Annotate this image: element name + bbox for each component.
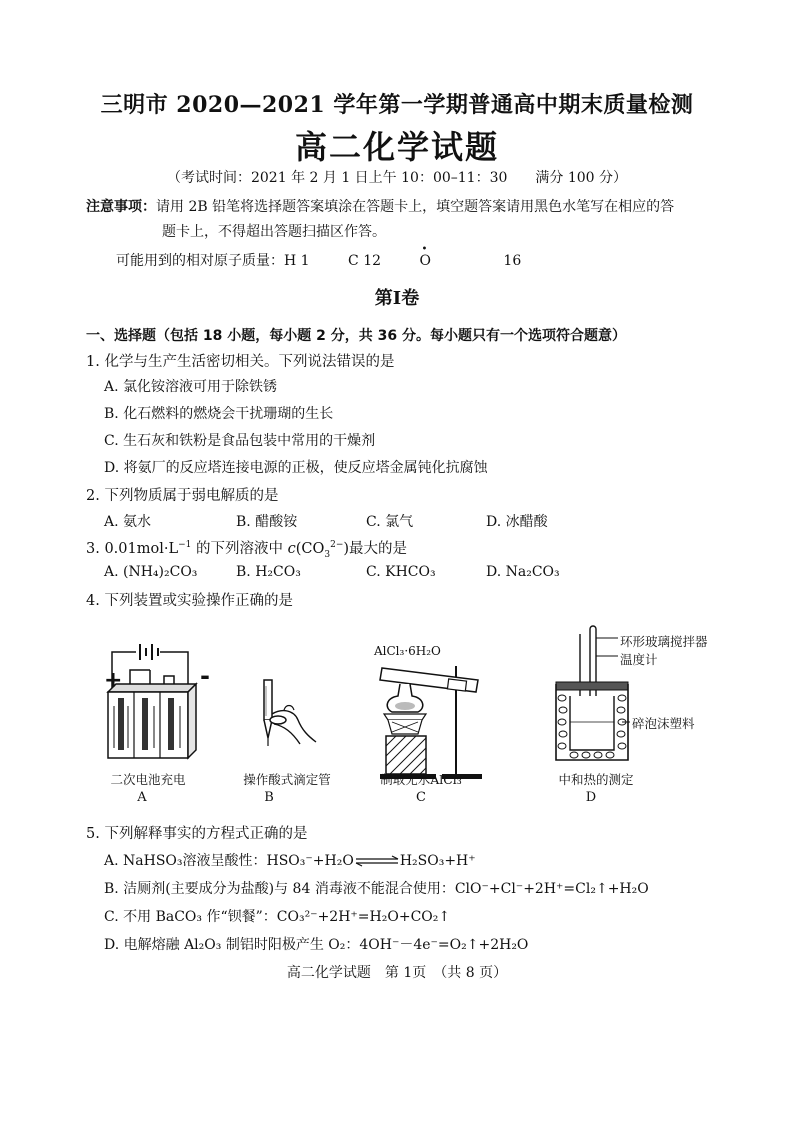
q3-option-b: B. H₂CO₃ — [236, 564, 301, 580]
q5-stem: 5. 下列解释事实的方程式正确的是 — [86, 826, 308, 842]
q1-option-d: D. 将氨厂的反应塔连接电源的正极，使反应塔金属钝化抗腐蚀 — [104, 460, 488, 476]
page-footer: 高二化学试题 第 1页 （共 8 页） — [286, 965, 508, 981]
caption-d: 中和热的测定 — [558, 772, 634, 787]
letter-c: C — [416, 790, 426, 805]
q1-option-c: C. 生石灰和铁粉是食品包装中常用的干燥剂 — [104, 433, 376, 449]
minus-sign: - — [200, 662, 210, 690]
battery-charging-figure — [100, 636, 210, 766]
notice-label: 注意事项： — [86, 199, 156, 215]
q3-stem: 3. $0.01mol\cdot L^{-1}$ 的下列溶液中 $c(CO_3^{2-})$最大的是 — [86, 540, 408, 560]
q3-option-d: D. Na₂CO₃ — [486, 564, 560, 580]
q2-option-c: C. 氯气 — [366, 514, 414, 530]
q2-option-a: A. 氨水 — [104, 514, 152, 530]
alcl3-label: AlCl₃·6H₂O — [374, 644, 441, 658]
subject-title: 高二化学试题 — [294, 128, 499, 166]
dot-mark: • — [421, 244, 428, 255]
q2-option-d: D. 冰醋酸 — [486, 514, 548, 530]
volume-title: 第Ⅰ卷 — [374, 288, 420, 309]
q5-option-c: C. 不用 BaCO₃ 作“钡餐”：CO₃²⁻+2H⁺=H₂O+CO₂↑ — [104, 909, 451, 925]
q2-stem: 2. 下列物质属于弱电解质的是 — [86, 488, 279, 504]
caption-c: 制取无水AlCl₃ — [380, 772, 462, 787]
q5-option-a: A. NaHSO₃溶液呈酸性：HSO₃⁻+H₂O H₂SO₃+H⁺ — [104, 853, 476, 869]
reversible-arrow-icon — [354, 855, 400, 867]
notice-text-1: 请用 2B 铅笔将选择题答案填涂在答题卡上，填空题答案请用黑色水笔写在相应的答 — [156, 199, 675, 215]
q1-option-b: B. 化石燃料的燃烧会干扰珊瑚的生长 — [104, 406, 334, 422]
letter-a: A — [137, 790, 147, 805]
q4-stem: 4. 下列装置或实验操作正确的是 — [86, 593, 293, 609]
q1-option-a: A. 氯化铵溶液可用于除铁锈 — [104, 379, 278, 395]
q3-option-c: C. KHCO₃ — [366, 564, 436, 580]
thermometer-label: 温度计 — [620, 652, 658, 667]
atomic-mass-h: 可能用到的相对原子质量：H 1 — [116, 253, 310, 269]
atomic-mass-o-symbol: • O — [419, 244, 431, 269]
section-heading: 一、选择题（包括 18 小题，每小题 2 分，共 36 分。每小题只有一个选项符合题意） — [86, 328, 626, 344]
atomic-mass-c: C 12 — [348, 253, 382, 269]
plus-sign: + — [104, 668, 123, 693]
atomic-mass-o: 16 — [503, 253, 522, 269]
letter-b: B — [264, 790, 274, 805]
q1-stem: 1. 化学与生产生活密切相关。下列说法错误的是 — [86, 354, 395, 370]
q3-option-a: A. (NH₄)₂CO₃ — [104, 564, 198, 580]
stirrer-label: 环形玻璃搅拌器 — [620, 634, 708, 649]
caption-b: 操作酸式滴定管 — [243, 772, 331, 787]
q2-option-b: B. 醋酸铵 — [236, 514, 298, 530]
foam-label: 碎泡沫塑料 — [632, 716, 695, 731]
caption-a: 二次电池充电 — [110, 772, 186, 787]
alcl3-heating-figure — [378, 656, 498, 782]
letter-d: D — [585, 790, 597, 805]
burette-figure — [250, 680, 330, 760]
exam-heading: 三明市 2020—2021 学年第一学期普通高中期末质量检测 — [100, 92, 694, 118]
exam-info: （考试时间：2021 年 2 月 1 日上午 10：00–11：30 满分 100 分） — [166, 170, 628, 186]
notice-text-2: 题卡上，不得超出答题扫描区作答。 — [162, 224, 386, 240]
q5-option-b: B. 洁厕剂(主要成分为盐酸)与 84 消毒液不能混合使用：ClO⁻+Cl⁻+2H⁺=Cl₂↑+H₂O — [104, 881, 649, 897]
notice-block — [86, 195, 766, 245]
atomic-masses — [116, 244, 555, 270]
q5-option-d: D. 电解熔融 Al₂O₃ 制铝时阳极产生 O₂：4OH⁻－4e⁻=O₂↑+2H₂O — [104, 937, 529, 953]
